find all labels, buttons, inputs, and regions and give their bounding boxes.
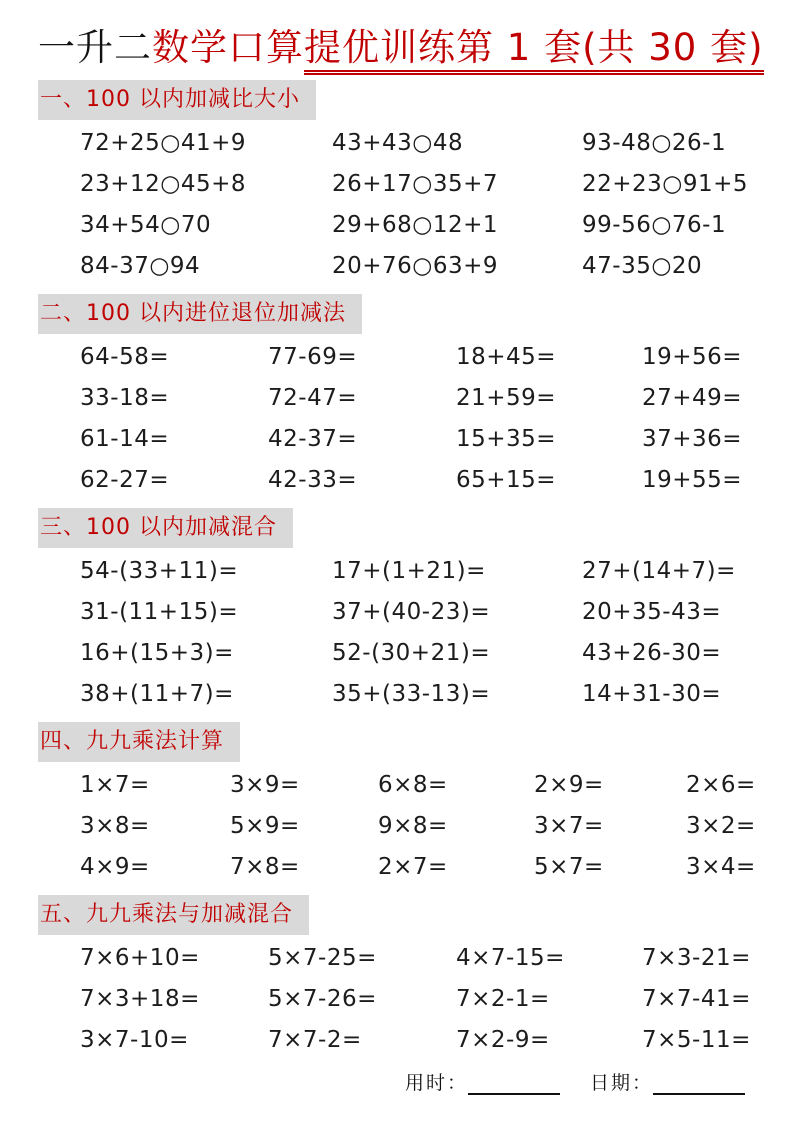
problem-cell: 99-56○76-1 [582,212,727,239]
problem-cell: 7×6+10= [80,945,200,972]
problem-cell: 7×5-11= [642,1027,751,1054]
problem-cell: 7×3+18= [80,986,200,1013]
problem-cell: 47-35○20 [582,253,703,280]
problem-cell: 72-47= [268,385,358,412]
problem-cell: 7×8= [230,854,300,881]
section-5-heading: 五、九九乘法与加减混合 [38,895,309,935]
time-blank-line [468,1071,560,1095]
problem-cell: 5×9= [230,813,300,840]
problem-cell: 42-37= [268,426,358,453]
problem-cell: 7×2-1= [456,986,550,1013]
problem-cell: 34+54○70 [80,212,212,239]
title-set-number-part: 提优训练第 1 套(共 30 套) [304,26,764,75]
section-4-problem-grid [80,765,755,888]
section-3-problem-grid [80,551,755,715]
problem-cell: 5×7-25= [268,945,377,972]
section-1-problem-grid [80,123,755,287]
problem-cell: 54-(33+11)= [80,558,239,585]
problem-cell: 72+25○41+9 [80,130,247,157]
section-4-heading: 四、九九乘法计算 [38,722,240,762]
problem-cell: 2×9= [534,772,604,799]
problem-cell: 77-69= [268,344,358,371]
problem-cell: 3×7= [534,813,604,840]
title-grade-part: 一升二 [38,26,152,69]
problem-cell: 93-48○26-1 [582,130,727,157]
problem-cell: 2×7= [378,854,448,881]
problem-cell: 20+35-43= [582,599,722,626]
problem-cell: 2×6= [686,772,756,799]
problem-cell: 7×7-41= [642,986,751,1013]
date-field [590,1068,745,1095]
problem-cell: 17+(1+21)= [332,558,486,585]
problem-cell: 3×9= [230,772,300,799]
section-3-heading: 三、100 以内加减混合 [38,508,293,548]
problem-cell: 21+59= [456,385,557,412]
problem-cell: 31-(11+15)= [80,599,239,626]
section-3 [38,508,755,715]
problem-cell: 43+26-30= [582,640,722,667]
problem-cell: 37+36= [642,426,743,453]
problem-cell: 18+45= [456,344,557,371]
time-label: 用时： [404,1072,468,1095]
problem-cell: 43+43○48 [332,130,464,157]
section-4 [38,722,755,888]
section-5 [38,895,755,1061]
date-blank-line [653,1071,745,1095]
problem-cell: 29+68○12+1 [332,212,499,239]
problem-cell: 6×8= [378,772,448,799]
problem-cell: 3×2= [686,813,756,840]
page-title [38,24,764,72]
problem-cell: 27+49= [642,385,743,412]
problem-cell: 23+12○45+8 [80,171,247,198]
problem-cell: 7×3-21= [642,945,751,972]
problem-cell: 3×4= [686,854,756,881]
problem-cell: 38+(11+7)= [80,681,234,708]
section-5-problem-grid [80,938,755,1061]
problem-cell: 14+31-30= [582,681,722,708]
problem-cell: 52-(30+21)= [332,640,491,667]
problem-cell: 27+(14+7)= [582,558,736,585]
problem-cell: 33-18= [80,385,170,412]
section-1 [38,80,755,287]
problem-cell: 22+23○91+5 [582,171,749,198]
section-2-heading: 二、100 以内进位退位加减法 [38,294,362,334]
problem-cell: 5×7-26= [268,986,377,1013]
problem-cell: 3×8= [80,813,150,840]
problem-cell: 26+17○35+7 [332,171,499,198]
problem-cell: 7×7-2= [268,1027,362,1054]
problem-cell: 7×2-9= [456,1027,550,1054]
problem-cell: 16+(15+3)= [80,640,234,667]
section-2-problem-grid [80,337,755,501]
problem-cell: 61-14= [80,426,170,453]
problem-cell: 4×9= [80,854,150,881]
problem-cell: 3×7-10= [80,1027,189,1054]
problem-cell: 42-33= [268,467,358,494]
time-field [405,1068,560,1095]
problem-cell: 37+(40-23)= [332,599,491,626]
problem-cell: 19+55= [642,467,743,494]
problem-cell: 1×7= [80,772,150,799]
problem-cell: 35+(33-13)= [332,681,491,708]
problem-cell: 19+56= [642,344,743,371]
section-2 [38,294,755,501]
section-1-heading: 一、100 以内加减比大小 [38,80,316,120]
problem-cell: 65+15= [456,467,557,494]
problem-cell: 9×8= [378,813,448,840]
date-label: 日期： [589,1072,653,1095]
worksheet-body [38,80,755,1061]
problem-cell: 64-58= [80,344,170,371]
problem-cell: 62-27= [80,467,170,494]
footer [38,1068,755,1095]
title-subject-part: 数学口算 [152,26,304,69]
problem-cell: 15+35= [456,426,557,453]
problem-cell: 4×7-15= [456,945,565,972]
problem-cell: 84-37○94 [80,253,201,280]
problem-cell: 5×7= [534,854,604,881]
problem-cell: 20+76○63+9 [332,253,499,280]
